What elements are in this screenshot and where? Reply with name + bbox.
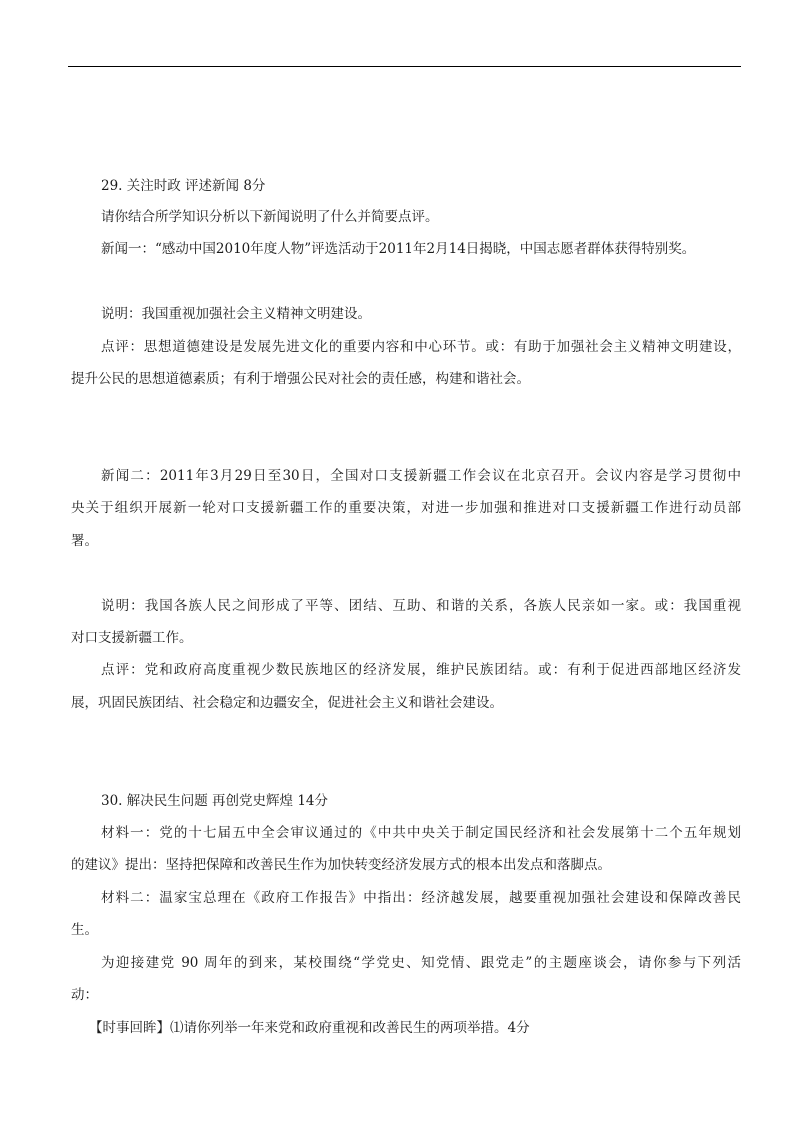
q29-instruction: 请你结合所学知识分析以下新闻说明了什么并简要点评。: [101, 209, 439, 225]
q29-news2-explain-line1: 说明：我国各族人民之间形成了平等、团结、互助、和谐的关系，各族人民亲如一家。或：我国重视: [101, 598, 741, 614]
q30-material1-line1: 材料一：党的十七届五中全会审议通过的《中共中央关于制定国民经济和社会发展第十二个五年规划: [101, 825, 741, 841]
q29-title: 29. 关注时政 评述新闻 8分: [101, 178, 266, 194]
q29-news2-line1: 新闻二：2011年3月29日至30日，全国对口支援新疆工作会议在北京召开。会议内容是学习贯彻中: [101, 468, 741, 484]
q30-material1-line2: 的建议》提出：坚持把保障和改善民生作为加快转变经济发展方式的根本出发点和落脚点。: [71, 857, 611, 873]
q29-news2-line2: 央关于组织开展新一轮对口支援新疆工作的重要决策，对进一步加强和推进对口支援新疆工作进行动员部: [71, 500, 741, 516]
q29-news1-explain: 说明：我国重视加强社会主义精神文明建设。: [101, 306, 371, 322]
q29-news1: 新闻一：“感动中国2010年度人物”评选活动于2011年2月14日揭晓，中国志愿者群体获得特别奖。: [101, 241, 696, 257]
q30-title: 30. 解决民生问题 再创党史辉煌 14分: [101, 793, 329, 809]
q30-activity-line1: 为迎接建党 90 周年的到来，某校围绕“学党史、知党情、跟党走”的主题座谈会，请你参与下列活: [101, 955, 741, 971]
q29-news2-line3: 署。: [71, 533, 98, 549]
q29-news2-explain-line2: 对口支援新疆工作。: [71, 630, 193, 646]
q29-news1-comment-line1: 点评：思想道德建设是发展先进文化的重要内容和中心环节。或：有助于加强社会主义精神文明建设，: [101, 339, 741, 355]
q30-task1: 【时事回眸】⑴请你列举一年来党和政府重视和改善民生的两项举措。4分: [89, 1020, 530, 1036]
q29-news1-comment-line2: 提升公民的思想道德素质；有利于增强公民对社会的责任感，构建和谐社会。: [71, 371, 530, 387]
q30-material2-line1: 材料二：温家宝总理在《政府工作报告》中指出：经济越发展，越要重视加强社会建设和保障改善民: [101, 890, 741, 906]
header-rule: [68, 66, 741, 67]
q30-material2-line2: 生。: [71, 922, 98, 938]
q29-news2-comment-line2: 展，巩固民族团结、社会稳定和边疆安全，促进社会主义和谐社会建设。: [71, 695, 503, 711]
q30-activity-line2: 动：: [71, 987, 98, 1003]
q29-news2-comment-line1: 点评：党和政府高度重视少数民族地区的经济发展，维护民族团结。或：有利于促进西部地区经济发: [101, 662, 741, 678]
